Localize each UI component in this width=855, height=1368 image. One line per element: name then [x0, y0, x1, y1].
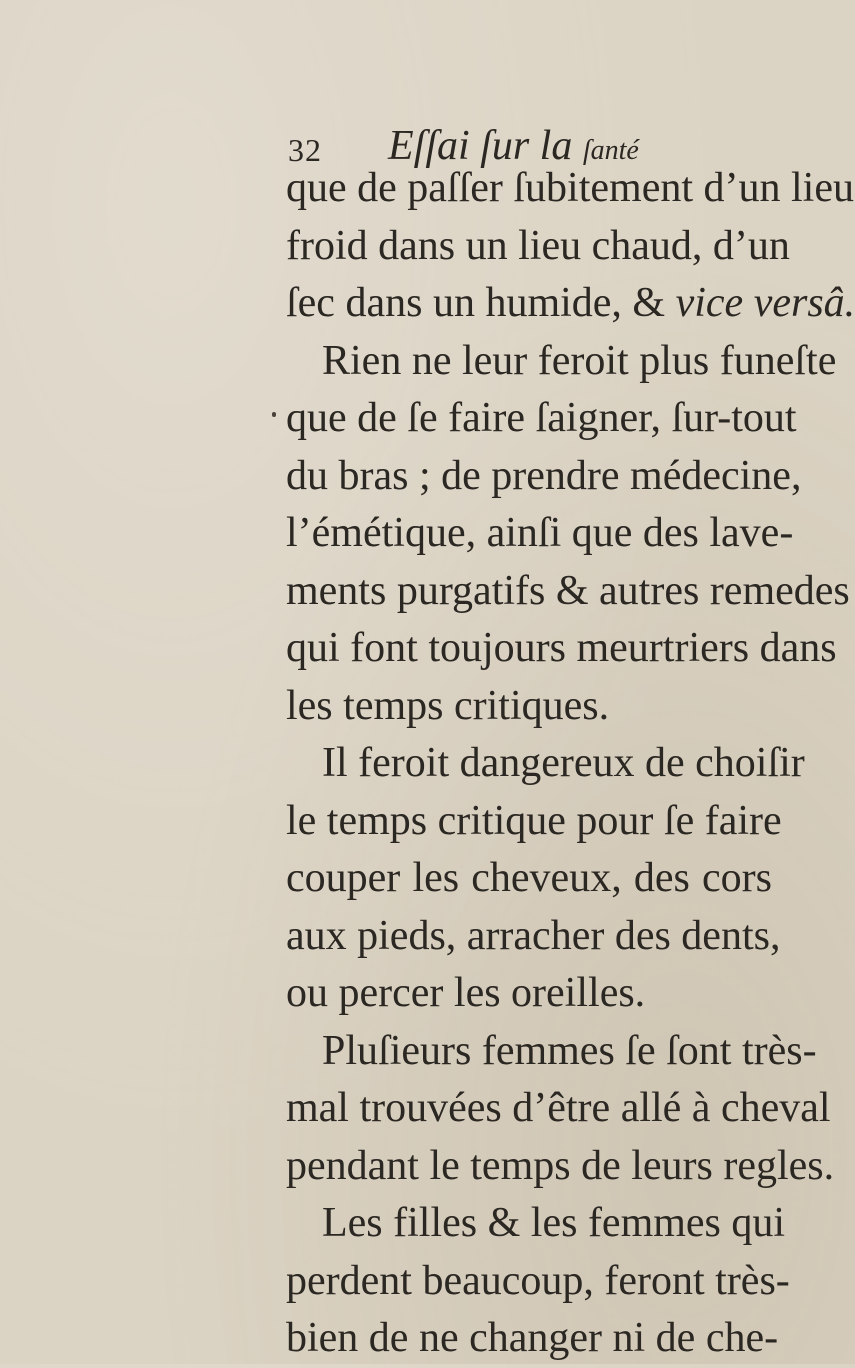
text-line: Les filles & les femmes qui — [322, 1200, 786, 1246]
margin-mark — [272, 412, 276, 417]
page-number: 32 — [288, 132, 322, 168]
text-line: couper les cheveux, des cors — [286, 855, 772, 901]
text-line: froid dans un lieu chaud, d’un — [286, 222, 790, 269]
text-line: perdent beaucoup, feront très- — [286, 1257, 790, 1304]
text-line-italic: vice versâ. — [675, 280, 855, 326]
text-line — [286, 275, 855, 333]
text-line: aux pieds, arracher des dents, — [286, 912, 781, 959]
text-line: ou percer les oreilles. — [286, 970, 646, 1016]
text-line: qui font toujours meurtriers dans — [286, 625, 837, 671]
text-line: du bras ; de prendre médecine, — [286, 452, 802, 499]
running-head — [288, 104, 718, 169]
text-line: mal trouvées d’être allé à cheval — [286, 1085, 831, 1131]
running-title-small: ſanté — [582, 135, 639, 166]
text-line: bien de ne changer ni de che- — [286, 1315, 779, 1361]
text-line: que de paſſer ſubitement d’un lieu — [286, 165, 854, 211]
body-text — [286, 160, 855, 1368]
running-title-main: Eſſai ſur la — [388, 123, 583, 169]
text-line: les temps critiques. — [286, 682, 610, 729]
text-line: le temps critique pour ſe faire — [286, 797, 782, 844]
text-line: que de ſe faire ſaigner, ſur-tout — [286, 395, 797, 441]
text-line-part: ſec dans un humide, & — [286, 280, 676, 326]
text-line: ments purgatifs & autres remedes — [286, 567, 850, 614]
text-line: Rien ne leur feroit plus funeſte — [322, 337, 837, 384]
text-line: Pluſieurs femmes ſe ſont très- — [322, 1027, 817, 1074]
text-line: pendant le temps de leurs regles. — [286, 1142, 835, 1189]
text-line: Il feroit dangereux de choiſir — [322, 740, 805, 786]
text-line: l’émétique, ainſi que des lave- — [286, 510, 794, 556]
